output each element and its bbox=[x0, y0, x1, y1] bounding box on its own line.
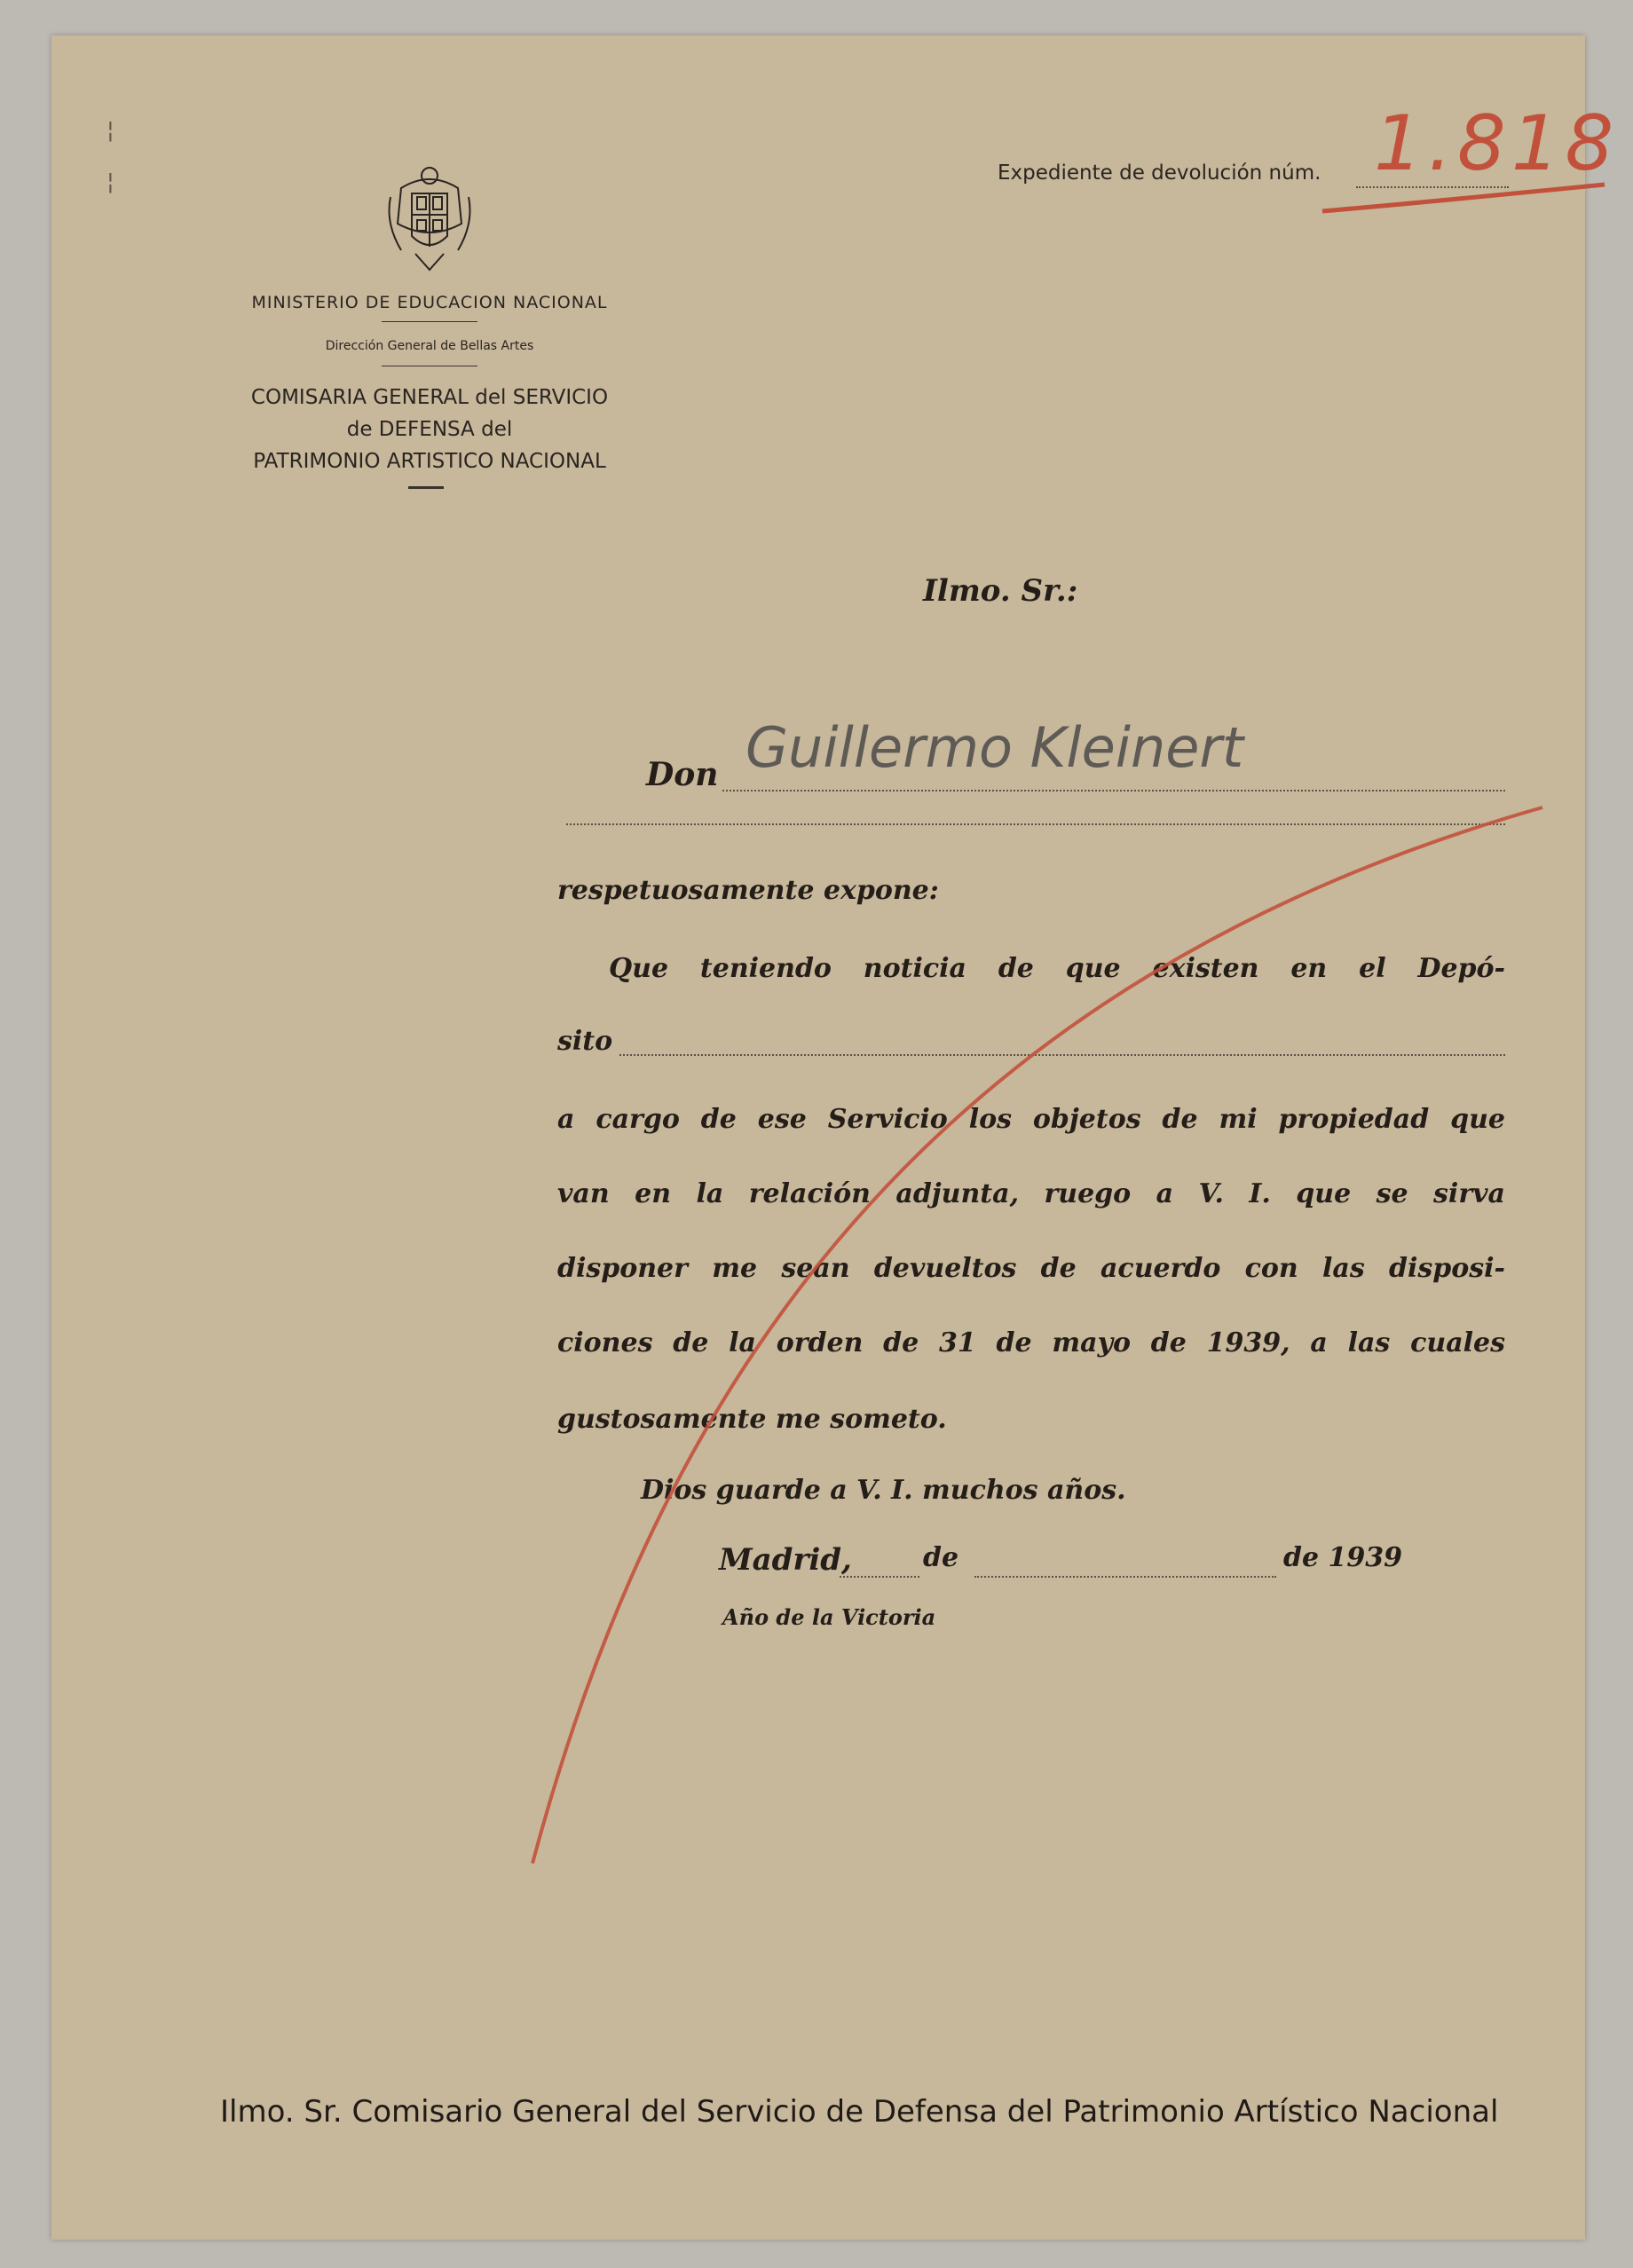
expediente-number: 1.818 bbox=[1374, 99, 1620, 188]
don-prefix: Don bbox=[646, 756, 719, 793]
petitioner-name: Guillermo Kleinert bbox=[746, 715, 1244, 780]
body-line-3: a cargo de ese Servicio los objetos de mi propiedad que bbox=[557, 1104, 1505, 1135]
body-line-6: ciones de la orden de 31 de mayo de 1939, a las cuales bbox=[557, 1327, 1505, 1358]
salutation: Ilmo. Sr.: bbox=[923, 573, 1078, 609]
coat-of-arms-icon bbox=[383, 161, 476, 277]
red-underline bbox=[1319, 149, 1612, 229]
red-cancel-stroke bbox=[513, 763, 1551, 1881]
divider bbox=[408, 486, 444, 489]
footer-addressee: Ilmo. Sr. Comisario General del Servicio de Defensa del Patrimonio Artístico Nacional bbox=[220, 2094, 1499, 2130]
date-de: de bbox=[923, 1542, 959, 1573]
date-year: de 1939 bbox=[1283, 1542, 1403, 1573]
expediente-label: Expediente de devolución núm. bbox=[998, 161, 1321, 185]
margin-mark: ¦ bbox=[106, 117, 114, 144]
divider bbox=[382, 321, 477, 322]
comisaria-line-1: COMISARIA GENERAL del SERVICIO bbox=[250, 386, 609, 409]
comisaria-line-2: de DEFENSA del bbox=[346, 418, 513, 441]
direccion-general: Dirección General de Bellas Artes bbox=[325, 339, 534, 353]
intro-text: respetuosamente expone: bbox=[557, 875, 939, 906]
comisaria-heading bbox=[211, 382, 648, 477]
comisaria-line-3: PATRIMONIO ARTISTICO NACIONAL bbox=[253, 450, 606, 473]
body-line-5: disponer me sean devueltos de acuerdo con las disposi- bbox=[557, 1253, 1505, 1284]
date-city: Madrid, bbox=[719, 1542, 852, 1578]
body-line-2: sito bbox=[557, 1026, 613, 1057]
body-line-4: van en la relación adjunta, ruego a V. I. que se sirva bbox=[557, 1178, 1505, 1209]
year-motto: Año de la Victoria bbox=[722, 1604, 936, 1630]
ministry-name: MINISTERIO DE EDUCACION NACIONAL bbox=[251, 293, 608, 312]
closing-text: Dios guarde a V. I. muchos años. bbox=[641, 1475, 1126, 1506]
body-line-1: Que teniendo noticia de que existen en el Depó- bbox=[609, 953, 1505, 984]
margin-mark: ¦ bbox=[106, 169, 114, 195]
document-page bbox=[51, 35, 1620, 2240]
body-line-7: gustosamente me someto. bbox=[557, 1404, 947, 1435]
